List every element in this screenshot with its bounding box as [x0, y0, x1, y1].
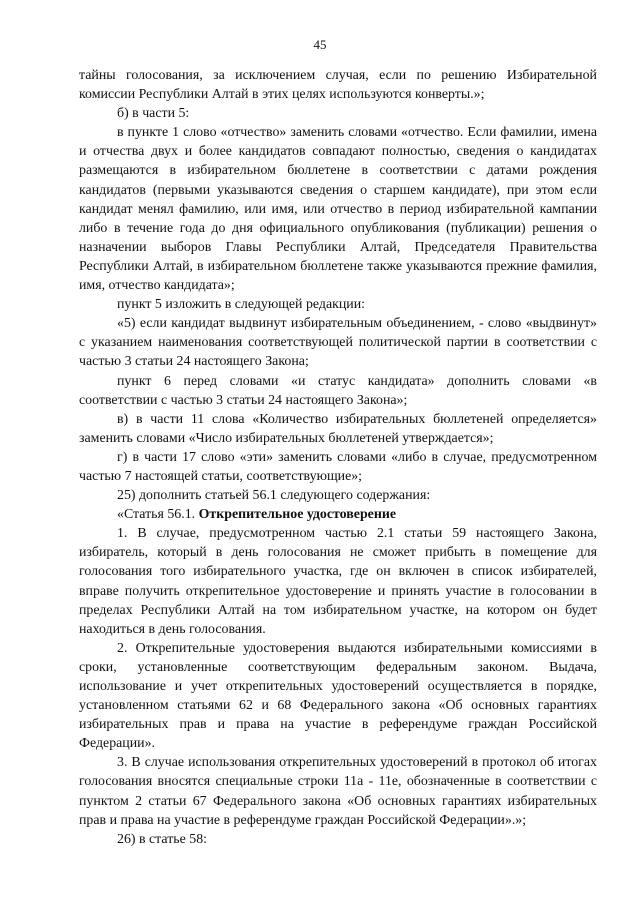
article-title: Открепительное удостоверение [198, 507, 397, 523]
paragraph: пункт 6 перед словами «и статус кандидата» дополнить словами «в соответствии с частью 3 статьи 24 настоящего Закона»; [79, 373, 597, 408]
paragraph: б) в части 5: [117, 106, 190, 122]
paragraph: 3. В случае использования открепительных удостоверений в протокол об итогах голосования вносятся специальные строки 11а - 11е, обозначенные в соответствии с пунктом 2 статьи 67 Федерального закона «Об основных гарантиях избирательных прав и права на участие в референдуме граждан Российской Федерации».»; [79, 755, 597, 828]
paragraph: тайны голосования, за исключением случая, если по решению Избирательной комиссии Республики Алтай в этих целях используются конверты.»; [79, 68, 597, 103]
paragraph: в) в части 11 слова «Количество избирательных бюллетеней определяется» заменить словами «Число избирательных бюллетеней утверждается»; [79, 411, 597, 446]
paragraph: в пункте 1 слово «отчество» заменить словами «отчество. Если фамилии, имена и отчества двух и более кандидатов совпадают полностью, сведения о кандидатах размещаются в избирательном бюллетене в соответствии с датами рождения кандидатов (первыми указываются сведения о старшем кандидате), при этом если кандидат менял фамилию, или имя, или отчество в период избирательной кампании либо в течение года до дня официального опубликования (публикации) решения о назначении выборов Главы Республики Алтай, Председателя Правительства Республики Алтай, в избирательном бюллетене также указываются прежние фамилия, имя, отчество кандидата»; [79, 125, 597, 294]
paragraph: «5) если кандидат выдвинут избирательным объединением, - слово «выдвинут» с указанием наименования соответствующей политической партии в соответствии с частью 3 статьи 24 настоящего Закона; [79, 316, 597, 370]
paragraph: г) в части 17 слово «эти» заменить словами «либо в случае, предусмотренном частью 7 настоящей статьи, соответствующие»; [79, 449, 597, 484]
article-number: «Статья 56.1. [117, 507, 199, 523]
article-heading [79, 505, 597, 524]
paragraph: пункт 5 изложить в следующей редакции: [117, 297, 366, 313]
paragraph: 26) в статье 58: [117, 831, 208, 847]
paragraph: 1. В случае, предусмотренном частью 2.1 статьи 59 настоящего Закона, избиратель, который в день голосования не сможет прибыть в помещение для голосования того избирательного участка, где он включен в список избирателей, вправе получить открепительное удостоверение и принять участие в голосовании в пределах Республики Алтай на том избирательном участке, на котором он будет находиться в день голосования. [79, 526, 597, 637]
document-body [79, 66, 597, 849]
page-number: 45 [313, 37, 327, 52]
paragraph: 25) дополнить статьей 56.1 следующего содержания: [117, 488, 431, 504]
paragraph: 2. Открепительные удостоверения выдаются избирательными комиссиями в сроки, установленные соответствующим федеральным законом. Выдача, использование и учет открепительных удостоверений осуществляется в порядке, установленном статьями 62 и 68 Федерального закона «Об основных гарантиях избирательных прав и права на участие в референдуме граждан Российской Федерации». [79, 640, 597, 752]
